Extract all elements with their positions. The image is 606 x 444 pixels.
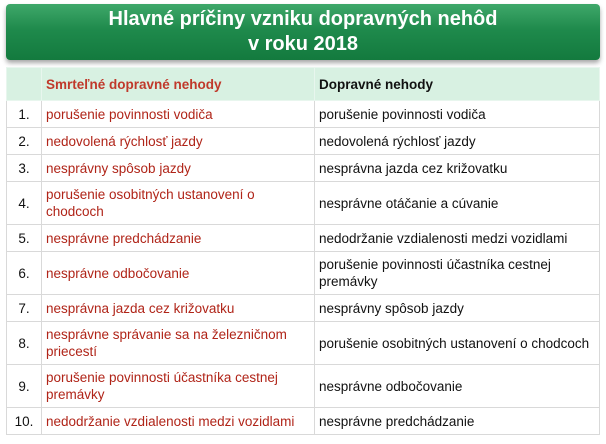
fatal-cause: nesprávne odbočovanie — [42, 252, 315, 295]
all-cause: nedodržanie vzdialenosti medzi vozidlami — [315, 225, 600, 252]
title-line-1: Hlavné príčiny vzniku dopravných nehôd — [108, 8, 498, 30]
row-number: 5. — [7, 225, 42, 252]
table-row — [7, 365, 600, 408]
all-cause: nedovolená rýchlosť jazdy — [315, 128, 600, 155]
row-number: 4. — [7, 182, 42, 225]
header-fatal-accidents: Smrteľné dopravné nehody — [42, 68, 315, 101]
all-cause: nesprávny spôsob jazdy — [315, 295, 600, 322]
table-row — [7, 155, 600, 182]
table-row — [7, 182, 600, 225]
header-number — [7, 68, 42, 101]
all-cause: porušenie povinnosti účastníka cestnej premávky — [315, 252, 600, 295]
all-cause: porušenie povinnosti vodiča — [315, 101, 600, 128]
table-row — [7, 101, 600, 128]
table-row — [7, 252, 600, 295]
all-cause: nesprávne otáčanie a cúvanie — [315, 182, 600, 225]
table-row — [7, 295, 600, 322]
fatal-cause: nesprávny spôsob jazdy — [42, 155, 315, 182]
fatal-cause: porušenie osobitných ustanovení o chodcoch — [42, 182, 315, 225]
row-number: 2. — [7, 128, 42, 155]
fatal-cause: porušenie povinnosti vodiča — [42, 101, 315, 128]
row-number: 8. — [7, 322, 42, 365]
fatal-cause: nedovolená rýchlosť jazdy — [42, 128, 315, 155]
row-number: 7. — [7, 295, 42, 322]
fatal-cause: nedodržanie vzdialenosti medzi vozidlami — [42, 408, 315, 435]
all-cause: nesprávna jazda cez križovatku — [315, 155, 600, 182]
table-header-row — [7, 68, 600, 101]
table-row — [7, 225, 600, 252]
row-number: 1. — [7, 101, 42, 128]
title-banner — [6, 4, 600, 60]
all-cause: porušenie osobitných ustanovení o chodcoch — [315, 322, 600, 365]
table-row — [7, 322, 600, 365]
causes-table — [6, 67, 600, 435]
title-line-2: v roku 2018 — [247, 33, 359, 55]
all-cause: nesprávne predchádzanie — [315, 408, 600, 435]
all-cause: nesprávne odbočovanie — [315, 365, 600, 408]
table-row — [7, 408, 600, 435]
fatal-cause: nesprávne predchádzanie — [42, 225, 315, 252]
row-number: 9. — [7, 365, 42, 408]
fatal-cause: nesprávna jazda cez križovatku — [42, 295, 315, 322]
row-number: 10. — [7, 408, 42, 435]
table-row — [7, 128, 600, 155]
row-number: 6. — [7, 252, 42, 295]
fatal-cause: nesprávne správanie sa na železničnom priecestí — [42, 322, 315, 365]
header-all-accidents: Dopravné nehody — [315, 68, 600, 101]
fatal-cause: porušenie povinnosti účastníka cestnej premávky — [42, 365, 315, 408]
row-number: 3. — [7, 155, 42, 182]
